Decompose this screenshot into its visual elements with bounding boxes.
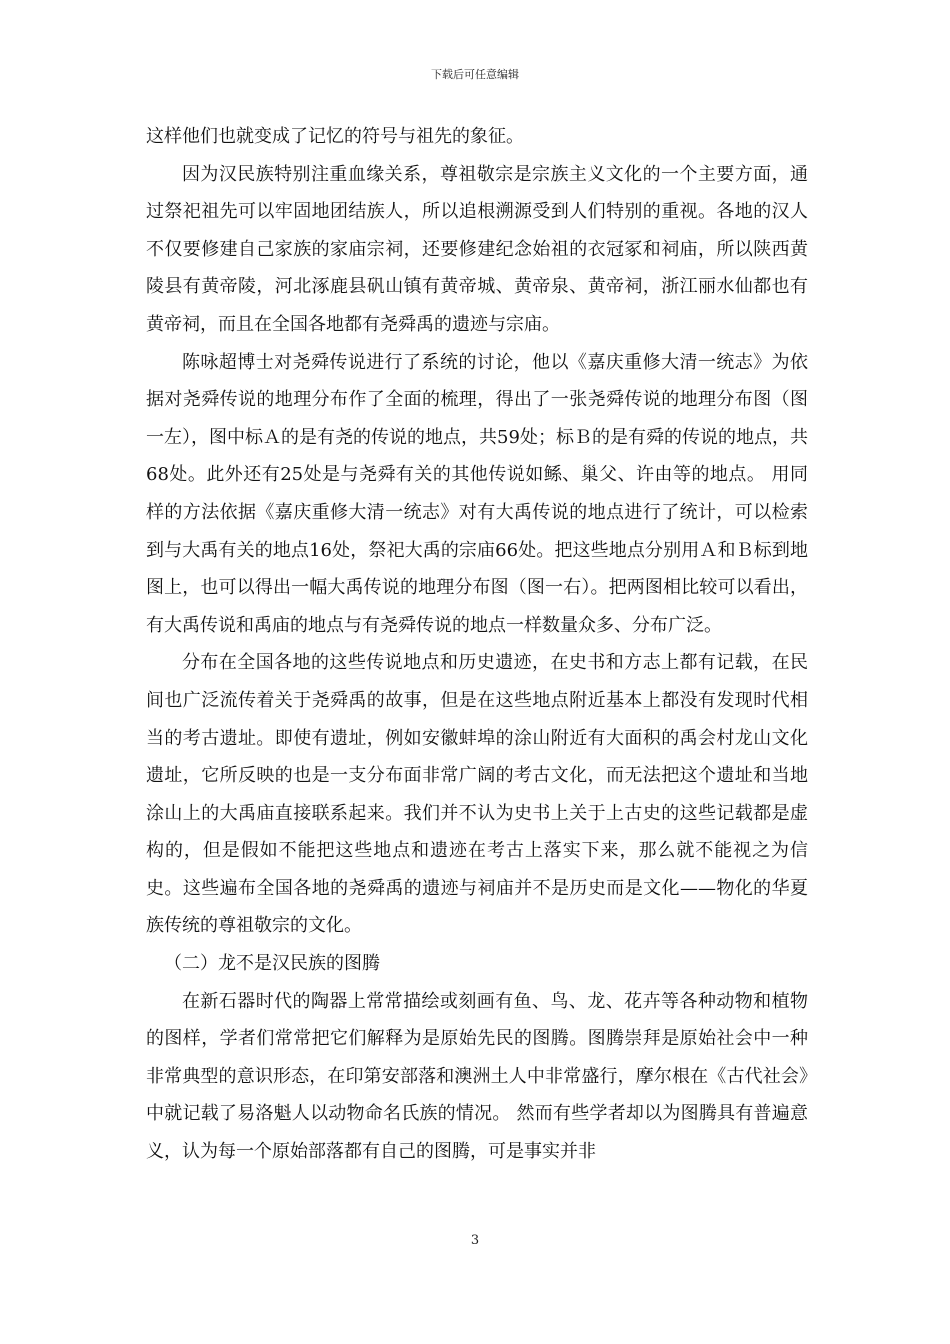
page-header: 下载后可任意编辑 [431,68,519,81]
document-body [146,118,808,1171]
paragraph: 因为汉民族特别注重血缘关系，尊祖敬宗是宗族主义文化的一个主要方面，通过祭祀祖先可以牢固地团结族人，所以追根溯源受到人们特别的重视。各地的汉人不仅要修建自己家族的家庙宗祠，还要修建纪念始祖的衣冠冢和祠庙，所以陕西黄陵县有黄帝陵，河北涿鹿县矾山镇有黄帝城、黄帝泉、黄帝祠，浙江丽水仙都也有黄帝祠，而且在全国各地都有尧舜禹的遗迹与宗庙。 [146,163,808,335]
paragraph: 分布在全国各地的这些传说地点和历史遗迹，在史书和方志上都有记载，在民间也广泛流传着关于尧舜禹的故事，但是在这些地点附近基本上都没有发现时代相当的考古遗址。即使有遗址，例如安徽蚌埠的涂山附近有大面积的禹会村龙山文化遗址，它所反映的也是一支分布面非常广阔的考古文化，而无法把这个遗址和当地涂山上的大禹庙直接联系起来。我们并不认为史书上关于上古史的这些记载都是虚构的，但是假如不能把这些地点和遗迹在考古上落实下来，那么就不能视之为信史。这些遍布全国各地的尧舜禹的遗迹与祠庙并不是历史而是文化——物化的华夏族传统的尊祖敬宗的文化。 [146,652,808,937]
paragraph: 这样他们也就变成了记忆的符号与祖先的象征。 [146,126,524,147]
section-heading: （二）龙不是汉民族的图腾 [164,953,380,975]
paragraph: 陈咏超博士对尧舜传说进行了系统的讨论，他以《嘉庆重修大清一统志》为依据对尧舜传说的地理分布作了全面的梳理，得出了一张尧舜传说的地理分布图（图一左），图中标Ａ的是有尧的传说的地点，共59处；标Ｂ的是有舜的传说的地点，共68处。此外还有25处是与尧舜有关的其他传说如鲧、巢父、许由等的地点。 用同样的方法依据《嘉庆重修大清一统志》对有大禹传说的地点进行了统计，可以检索到与大禹有关的地点16处，祭祀大禹的宗庙66处。把这些地点分别用Ａ和Ｂ标到地图上，也可以得出一幅大禹传说的地理分布图（图一右）。把两图相比较可以看出，有大禹传说和禹庙的地点与有尧舜传说的地点一样数量众多、分布广泛。 [146,351,808,636]
paragraph: 在新石器时代的陶器上常常描绘或刻画有鱼、鸟、龙、花卉等各种动物和植物的图样，学者们常常把它们解释为是原始先民的图腾。图腾崇拜是原始社会中一种非常典型的意识形态，在印第安部落和澳洲土人中非常盛行，摩尔根在《古代社会》中就记载了易洛魁人以动物命名氏族的情况。 然而有些学者却以为图腾具有普遍意义，认为每一个原始部落都有自己的图腾，可是事实并非 [146,990,808,1163]
page-number: 3 [470,1233,480,1248]
